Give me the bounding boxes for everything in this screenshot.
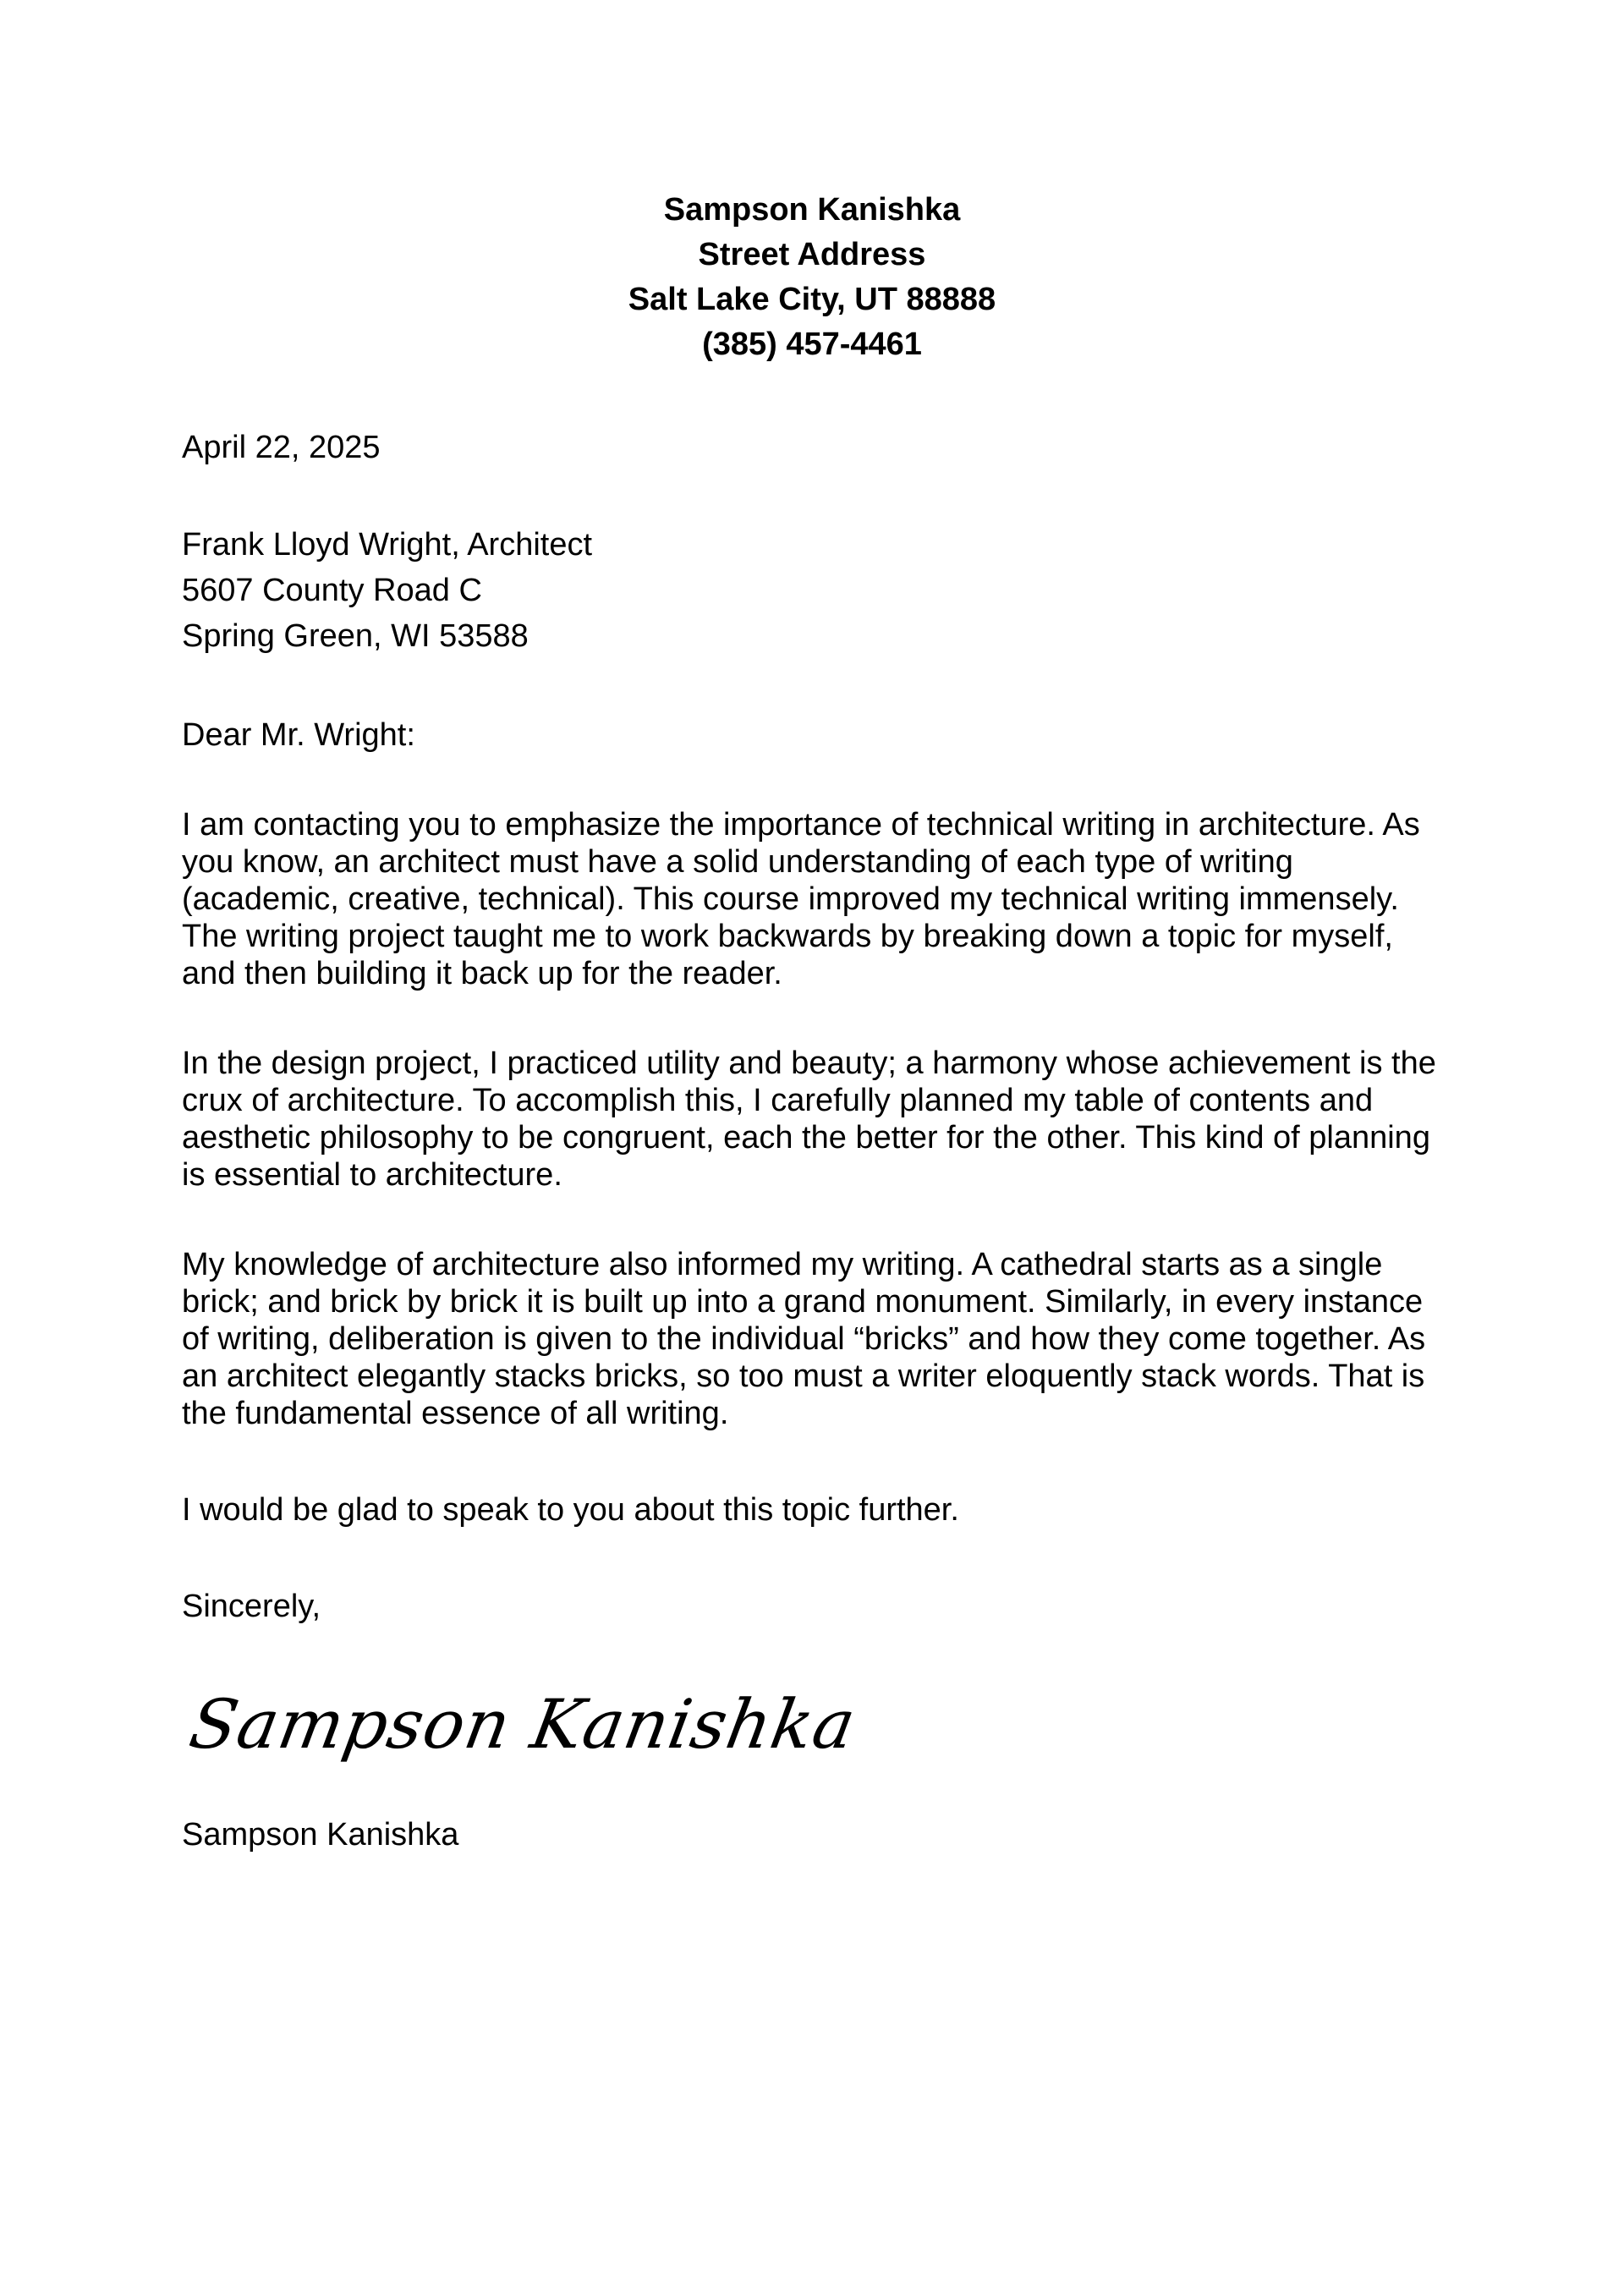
sender-name: Sampson Kanishka bbox=[663, 192, 961, 228]
sender-street: Street Address bbox=[698, 237, 926, 272]
body-paragraph: My knowledge of architecture also informed my writing. A cathedral starts as a single brick; and brick by brick it is built up into a grand monument. Similarly, in every instance of writing, deliberation is given to the individual “bricks” and how they come together. As an architect elegantly stacks bricks, so too must a writer eloquently stack words. That is the fundamental essence of all writing. bbox=[182, 1247, 1426, 1431]
letter-page bbox=[0, 188, 1624, 2289]
letter-date: April 22, 2025 bbox=[182, 430, 381, 465]
recipient-name: Frank Lloyd Wright, Architect bbox=[182, 527, 593, 563]
sender-city: Salt Lake City, UT 88888 bbox=[628, 282, 996, 317]
sender-phone: (385) 457-4461 bbox=[702, 327, 922, 362]
typed-signature-name: Sampson Kanishka bbox=[182, 1817, 459, 1853]
body-paragraph: In the design project, I practiced utility and beauty; a harmony whose achievement is the crux of architecture. To accomplish this, I carefully planned my table of contents and aesthetic philosophy to be congruent, each the better for the other. This kind of planning is essential to architecture. bbox=[182, 1046, 1436, 1193]
salutation: Dear Mr. Wright: bbox=[182, 717, 415, 753]
body-paragraph: I would be glad to speak to you about this topic further. bbox=[182, 1492, 959, 1528]
closing-valediction: Sincerely, bbox=[182, 1589, 321, 1624]
sender-address-block bbox=[182, 188, 1442, 367]
body-paragraph: I am contacting you to emphasize the importance of technical writing in architecture. As you know, an architect must have a solid understanding of each type of writing (academic, creative, technical). This course improved my technical writing immensely. The writing project taught me to work backwards by breaking down a topic for myself, and then building it back up for the reader. bbox=[182, 807, 1420, 991]
recipient-city: Spring Green, WI 53588 bbox=[182, 618, 529, 654]
recipient-street: 5607 County Road C bbox=[182, 573, 482, 608]
handwritten-signature: Sampson Kanishka bbox=[184, 1685, 862, 1764]
recipient-address-block bbox=[182, 522, 1442, 659]
